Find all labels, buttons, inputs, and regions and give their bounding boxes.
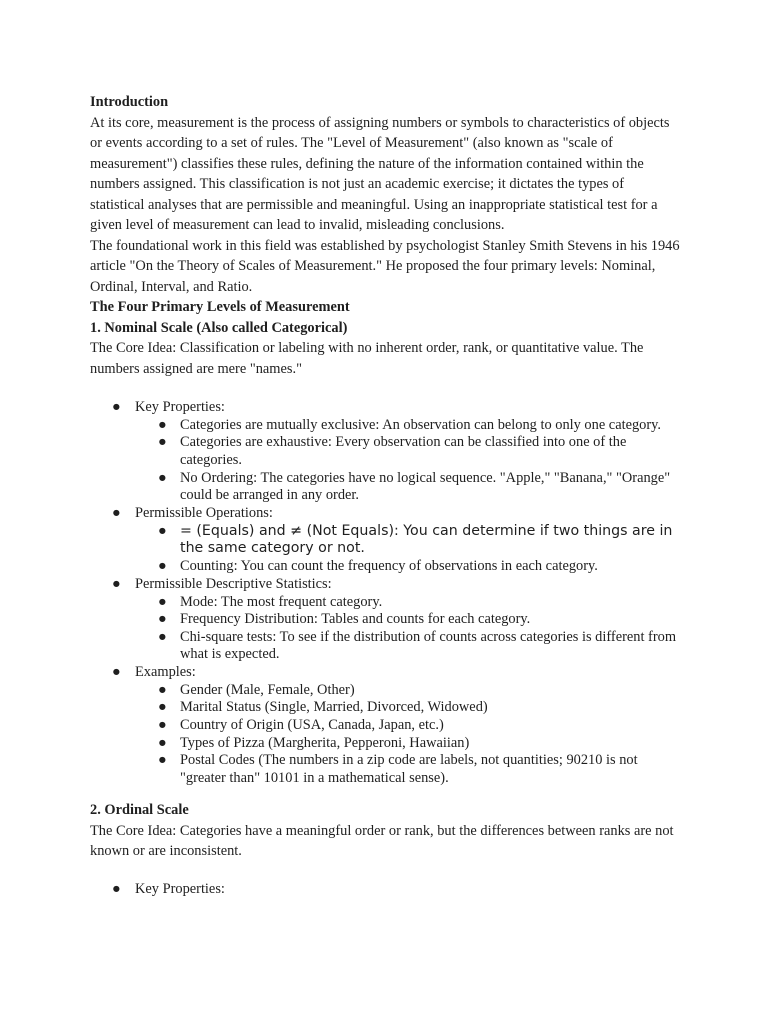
list-item xyxy=(90,664,680,787)
four-levels-heading: The Four Primary Levels of Measurement xyxy=(90,299,350,315)
list-item-text: Country of Origin (USA, Canada, Japan, etc.) xyxy=(180,716,444,733)
bullet-icon: ● xyxy=(112,663,121,680)
bullet-icon: ● xyxy=(158,734,167,751)
spacer xyxy=(90,379,680,399)
list-item xyxy=(90,629,680,664)
bullet-icon: ● xyxy=(158,699,167,716)
ordinal-heading: 2. Ordinal Scale xyxy=(90,802,189,819)
list-item-text: Marital Status (Single, Married, Divorced, Widowed) xyxy=(180,699,488,716)
list-item xyxy=(90,505,680,576)
list-item-label: Key Properties: xyxy=(135,880,225,897)
list-item-text: Types of Pizza (Margherita, Pepperoni, Hawaiian) xyxy=(180,734,470,751)
intro-paragraph-2: The foundational work in this field was established by psychologist Stanley Smith Stevens in his 1946 article "On the Theory of Scales of Measurement." He proposed the four primary levels: Nominal, Ordinal, Interval, and Ratio. xyxy=(90,237,680,295)
list-item-text: Postal Codes (The numbers in a zip code are labels, not quantities; 90210 is not "greater than" 10101 in a mathematical sense). xyxy=(180,752,638,786)
list-item-text: = (Equals) and ≠ (Not Equals): You can determine if two things are in the same category or not. xyxy=(180,522,673,557)
intro-paragraph-1: At its core, measurement is the process of assigning numbers or symbols to characteristics of objects or events according to a set of rules. The "Level of Measurement" (also known as "scale of measurement") classifies these rules, defining the nature of the information contained within the numbers assigned. This classification is not just an academic exercise; it dictates the types of statistical analyses that are permissible and meaningful. Using an inappropriate statistical test for a given level of measurement can lead to invalid, misleading conclusions. xyxy=(90,114,670,233)
intro-heading: Introduction xyxy=(90,94,169,110)
bullet-icon: ● xyxy=(112,575,121,592)
ordinal-list xyxy=(90,881,680,899)
list-item xyxy=(90,752,680,787)
list-item xyxy=(90,399,680,505)
list-item xyxy=(90,523,680,559)
list-item-text: Counting: You can count the frequency of observations in each category. xyxy=(180,558,598,575)
list-item-text: No Ordering: The categories have no logical sequence. "Apple," "Banana," "Orange" could be arranged in any order. xyxy=(180,469,671,504)
list-item-text: Frequency Distribution: Tables and counts for each category. xyxy=(180,611,531,628)
list-item-label: Permissible Descriptive Statistics: xyxy=(135,575,332,592)
bullet-icon: ● xyxy=(158,434,167,451)
list-item xyxy=(90,434,680,469)
sub-list xyxy=(135,523,680,576)
list-item-label: Permissible Operations: xyxy=(135,504,273,521)
list-item xyxy=(90,682,680,700)
list-item-text: Categories are mutually exclusive: An observation can belong to only one category. xyxy=(180,416,662,433)
nominal-heading: 1. Nominal Scale (Also called Categorical) xyxy=(90,319,348,336)
ordinal-core-idea: The Core Idea: Categories have a meaningful order or rank, but the differences between ranks are not known or are inconsistent. xyxy=(90,822,674,860)
bullet-icon: ● xyxy=(112,399,121,415)
sub-list xyxy=(135,682,680,788)
list-item xyxy=(90,576,680,664)
list-item xyxy=(90,611,680,629)
list-item xyxy=(90,558,680,576)
list-item-text: Mode: The most frequent category. xyxy=(180,593,383,610)
nominal-list xyxy=(90,399,680,787)
bullet-icon: ● xyxy=(158,558,167,575)
list-item xyxy=(90,594,680,612)
bullet-icon: ● xyxy=(158,628,167,645)
list-item-text: Gender (Male, Female, Other) xyxy=(180,681,355,698)
bullet-icon: ● xyxy=(112,880,121,897)
bullet-icon: ● xyxy=(158,716,167,733)
sub-list xyxy=(135,417,680,505)
bullet-icon: ● xyxy=(158,681,167,698)
nominal-core-idea: The Core Idea: Classification or labeling with no inherent order, rank, or quantitative value. The numbers assigned are mere "names." xyxy=(90,340,644,377)
list-item-label: Key Properties: xyxy=(135,399,225,415)
bullet-icon: ● xyxy=(158,611,167,628)
sub-list xyxy=(135,594,680,664)
list-item xyxy=(90,417,680,435)
bullet-icon: ● xyxy=(158,469,167,486)
bullet-icon: ● xyxy=(158,522,167,539)
document-page xyxy=(90,92,680,899)
bullet-icon: ● xyxy=(158,593,167,610)
bullet-icon: ● xyxy=(158,752,167,769)
list-item xyxy=(90,717,680,735)
list-item xyxy=(90,470,680,505)
list-item-text: Categories are exhaustive: Every observation can be classified into one of the categories. xyxy=(180,434,627,468)
list-item xyxy=(90,699,680,717)
bullet-icon: ● xyxy=(158,416,167,433)
spacer xyxy=(90,787,680,800)
spacer xyxy=(90,862,680,881)
list-item xyxy=(90,735,680,753)
list-item-label: Examples: xyxy=(135,663,196,680)
list-item xyxy=(90,881,680,899)
list-item-text: Chi-square tests: To see if the distribution of counts across categories is different from what is expected. xyxy=(180,628,677,663)
bullet-icon: ● xyxy=(112,504,121,521)
